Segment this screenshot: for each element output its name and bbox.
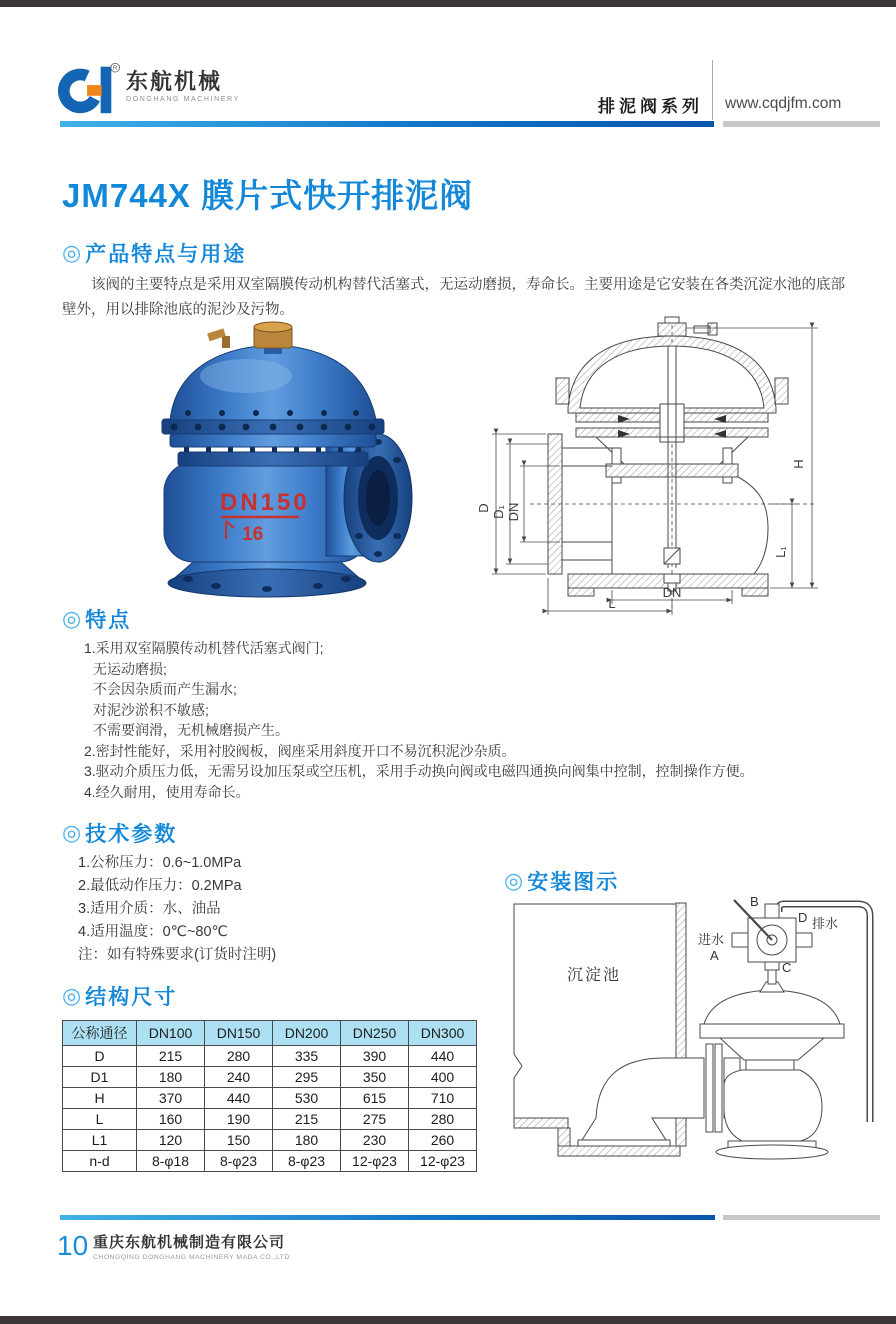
header-gray-bar (723, 121, 880, 127)
section-bullet-icon: ◎ (62, 606, 82, 631)
dim-label-l: L (608, 596, 616, 611)
list-item: 注：如有特殊要求(订货时注明) (78, 947, 277, 963)
footer-accent-bar (60, 1215, 715, 1220)
table-header-cell: 公称通径 (63, 1021, 137, 1046)
header-divider (712, 60, 713, 120)
list-item: 1.公称压力：0.6~1.0MPa (78, 855, 242, 871)
table-row (63, 1088, 477, 1109)
table-header-cell: DN150 (205, 1021, 273, 1046)
list-item: 不需要润滑，无机械磨损产生。 (93, 722, 289, 738)
table-cell: 280 (409, 1109, 477, 1130)
table-cell: 295 (273, 1067, 341, 1088)
footer-company-cn: 重庆东航机械制造有限公司 (93, 1234, 286, 1251)
table-cell: 215 (137, 1046, 205, 1067)
section-bullet-icon: ◎ (62, 240, 82, 265)
dimension-drawing (472, 316, 874, 621)
table-cell: 215 (273, 1109, 341, 1130)
list-item: 无运动磨损; (93, 660, 167, 677)
label-drain: 排水 (812, 916, 839, 931)
list-item: 2.密封性能好，采用衬胶阀板，阀座采用斜度开口不易沉积泥沙杂质。 (84, 742, 516, 759)
valve-photo (126, 320, 434, 617)
section-heading-installation: ◎ 安装图示 (504, 868, 620, 894)
row-label-cell: D1 (63, 1067, 137, 1088)
table-cell: 12-φ23 (341, 1151, 409, 1172)
label-port-d: D (798, 910, 808, 925)
table-cell: 8-φ18 (137, 1151, 205, 1172)
footer-gray-bar (723, 1215, 880, 1220)
table-header-cell: DN100 (137, 1021, 205, 1046)
table-cell: 260 (409, 1130, 477, 1151)
list-item: 3.适用介质：水、油品 (78, 901, 221, 917)
list-item: 1.采用双室隔膜传动机替代活塞式阀门; (84, 640, 324, 656)
row-label-cell: D (63, 1046, 137, 1067)
series-label: 排泥阀系列 (598, 97, 703, 116)
section-bullet-icon: ◎ (62, 820, 82, 845)
label-port-a: A (710, 948, 719, 963)
table-cell: 150 (205, 1130, 273, 1151)
table-cell: 440 (409, 1046, 477, 1067)
table-cell: 180 (273, 1130, 341, 1151)
list-item: 4.适用温度：0℃~80℃ (78, 924, 228, 940)
table-row (63, 1151, 477, 1172)
dim-label-l1: L₁ (773, 546, 788, 558)
table-cell: 8-φ23 (273, 1151, 341, 1172)
table-cell: 120 (137, 1130, 205, 1151)
table-cell: 530 (273, 1088, 341, 1109)
table-cell: 190 (205, 1109, 273, 1130)
valve-marking-pn: 16 (242, 524, 264, 545)
section-heading-tech-params: ◎ 技术参数 (62, 820, 178, 846)
label-port-c: C (782, 960, 792, 975)
company-name-cn: 东航机械 (126, 69, 223, 94)
header-accent-bar (60, 121, 714, 127)
installation-diagram (498, 894, 892, 1191)
website-link[interactable]: www.cqdjfm.com (725, 95, 842, 112)
bottom-bar (0, 1316, 896, 1324)
section-heading-dimensions: ◎ 结构尺寸 (62, 983, 178, 1009)
footer-company (93, 1231, 292, 1261)
table-cell: 350 (341, 1067, 409, 1088)
section-heading-features: ◎ 特点 (62, 606, 132, 632)
row-label-cell: L1 (63, 1130, 137, 1151)
table-cell: 12-φ23 (409, 1151, 477, 1172)
table-cell: 400 (409, 1067, 477, 1088)
dim-label-d: D (476, 503, 491, 513)
table-cell: 370 (137, 1088, 205, 1109)
dim-label-dn-left: DN (506, 502, 521, 522)
table-cell: 615 (341, 1088, 409, 1109)
table-header-row (63, 1021, 477, 1046)
dimensions-table-wrap (62, 1020, 477, 1172)
features-list (84, 638, 754, 802)
label-port-b: B (750, 894, 759, 909)
top-bar (0, 0, 896, 7)
table-cell: 280 (205, 1046, 273, 1067)
svg-text:R: R (112, 65, 118, 73)
tech-params-list (78, 852, 276, 967)
table-cell: 160 (137, 1109, 205, 1130)
dim-label-dn-bottom: DN (662, 585, 682, 600)
dim-label-h: H (791, 459, 806, 469)
label-pool: 沉淀池 (566, 967, 622, 984)
table-cell: 180 (137, 1067, 205, 1088)
intro-paragraph: 该阀的主要特点是采用双室隔膜传动机构替代活塞式，无运动磨损，寿命长。主要用途是它安装在各类沉淀水池的底部壁外，用以排除池底的泥沙及污物。 (62, 277, 845, 318)
section-bullet-icon: ◎ (62, 983, 82, 1008)
table-cell: 335 (273, 1046, 341, 1067)
table-row (63, 1046, 477, 1067)
table-cell: 390 (341, 1046, 409, 1067)
dim-label-d1: D₁ (491, 505, 506, 519)
row-label-cell: H (63, 1088, 137, 1109)
table-cell: 710 (409, 1088, 477, 1109)
table-header-cell: DN300 (409, 1021, 477, 1046)
table-header-cell: DN250 (341, 1021, 409, 1046)
table-row (63, 1109, 477, 1130)
table-row (63, 1067, 477, 1088)
page-title: JM744X 膜片式快开排泥阀 (62, 177, 474, 214)
table-row (63, 1130, 477, 1151)
list-item: 3.驱动介质压力低，无需另设加压泵或空压机，采用手动换向阀或电磁四通换向阀集中控制，控制操作方便。 (84, 763, 754, 779)
logo-text (126, 70, 240, 103)
dimensions-table (62, 1020, 477, 1172)
valve-marking-dn: DN150 (220, 489, 310, 516)
table-cell: 8-φ23 (205, 1151, 273, 1172)
list-item: 2.最低动作压力：0.2MPa (78, 878, 242, 894)
company-name-en: DONGHANG MACHINERY (126, 96, 240, 103)
list-item: 不会因杂质而产生漏水; (93, 681, 237, 697)
company-logo-icon (57, 60, 121, 118)
table-cell: 240 (205, 1067, 273, 1088)
row-label-cell: L (63, 1109, 137, 1130)
list-item: 对泥沙淤积不敏感; (93, 701, 209, 718)
table-cell: 230 (341, 1130, 409, 1151)
table-cell: 275 (341, 1109, 409, 1130)
page-number: 10 (57, 1230, 89, 1261)
table-cell: 440 (205, 1088, 273, 1109)
row-label-cell: n-d (63, 1151, 137, 1172)
footer-company-en: CHONGQING DONGHANG MACHINERY MADA CO.,LTD. (93, 1254, 293, 1261)
section-bullet-icon: ◎ (504, 868, 524, 893)
table-header-cell: DN200 (273, 1021, 341, 1046)
label-inlet: 进水 (698, 932, 725, 947)
list-item: 4.经久耐用，使用寿命长。 (84, 783, 250, 800)
section-heading-features-usage: ◎ 产品特点与用途 (62, 240, 247, 266)
